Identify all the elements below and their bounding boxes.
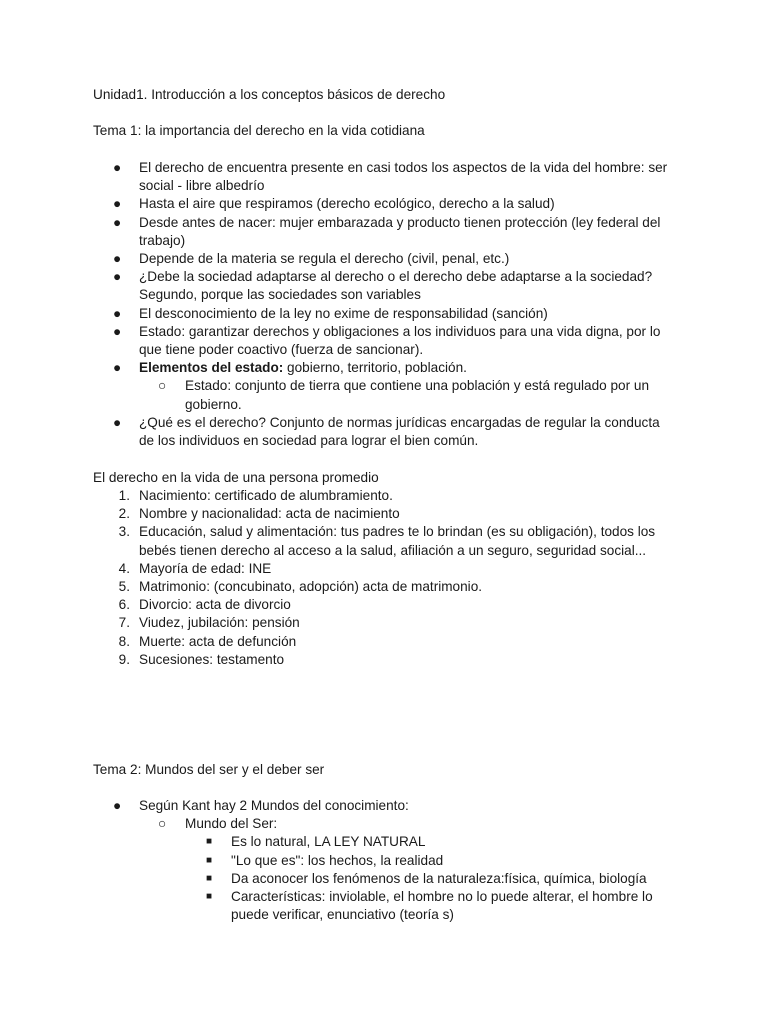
bullet-marker: ● xyxy=(113,160,122,175)
bullet-marker: ● xyxy=(113,269,122,285)
bullet-marker: ● xyxy=(113,323,122,339)
bullet-marker: ● xyxy=(113,414,122,430)
sub-sub-list-item: ■ Características: inviolable, el hombre no lo puede alterar, el hombre lo puede verificar, enunciativo (teoría s) xyxy=(206,889,653,923)
list-item: 4. Mayoría de edad: INE xyxy=(118,560,272,576)
list-item: ● Estado: garantizar derechos y obligaciones a los individuos para una vida digna, por lo que tiene poder coactivo (fuerza de sancionar). xyxy=(113,323,661,358)
list-item: ● Según Kant hay 2 Mundos del conocimiento: xyxy=(0,797,768,815)
list-item: ● El desconocimiento de la ley no exime de responsabilidad (sanción) xyxy=(0,305,768,323)
list-item: 9. Sucesiones: testamento xyxy=(118,651,285,667)
list-item: 6. Divorcio: acta de divorcio xyxy=(118,597,291,613)
square-marker: ■ xyxy=(206,836,213,848)
bullet-marker: ● xyxy=(113,305,122,321)
sub-sub-list-item: ■ Da aconocer los fenómenos de la naturaleza:física, química, biología xyxy=(0,870,768,888)
list-item: 5. Matrimonio: (concubinato, adopción) acta de matrimonio. xyxy=(118,579,483,595)
tema2-heading: Tema 2: Mundos del ser y el deber ser xyxy=(93,762,325,777)
list-item: ● Hasta el aire que respiramos (derecho ecológico, derecho a la salud) xyxy=(0,195,768,213)
circle-marker: ○ xyxy=(158,816,167,832)
bullet-marker: ● xyxy=(113,196,122,212)
bullet-marker: ● xyxy=(113,214,122,230)
list-item-elementos: ● Elementos del estado: gobierno, territorio, población. xyxy=(0,359,768,377)
sub-sub-list-item: ■ "Lo que es": los hechos, la realidad xyxy=(0,852,768,870)
persona-numbered-list xyxy=(0,487,768,669)
list-item: ● Desde antes de nacer: mujer embarazada y producto tienen protección (ley federal del trabajo) xyxy=(113,214,661,248)
list-item: ● Depende de la materia se regula el derecho (civil, penal, etc.) xyxy=(0,250,768,268)
circle-marker: ○ xyxy=(158,378,167,394)
list-item: 2. Nombre y nacionalidad: acta de nacimiento xyxy=(118,506,400,522)
list-item: ● ¿Qué es el derecho? Conjunto de normas jurídicas encargadas de regular la conducta de los individuos en sociedad para lograr el bien común. xyxy=(113,414,660,449)
bullet-marker: ● xyxy=(113,251,122,267)
square-marker: ■ xyxy=(206,872,213,884)
square-marker: ■ xyxy=(206,891,213,903)
sub-list-item: ○ Mundo del Ser: xyxy=(0,815,768,833)
tema1-bullet-list xyxy=(0,159,768,450)
list-item: 3. Educación, salud y alimentación: tus padres te lo brindan (es su obligación), todos los bebés tienen derecho al acceso a la salud, afiliación a un seguro, seguridad social... xyxy=(118,524,656,558)
bullet-marker: ● xyxy=(113,360,122,376)
square-marker: ■ xyxy=(206,854,213,866)
list-item: 7. Viudez, jubilación: pensión xyxy=(118,615,300,631)
tema1-heading: Tema 1: la importancia del derecho en la vida cotidiana xyxy=(93,123,425,138)
bullet-marker: ● xyxy=(113,798,122,813)
elementos-label: Elementos del estado: xyxy=(139,360,284,376)
unit-title: Unidad1. Introducción a los conceptos básicos de derecho xyxy=(93,87,446,102)
list-item: ● El derecho de encuentra presente en casi todos los aspectos de la vida del hombre: ser social - libre albedrío xyxy=(113,160,668,194)
list-item: ● ¿Debe la sociedad adaptarse al derecho o el derecho debe adaptarse a la sociedad? Segundo, porque las sociedades son variables xyxy=(113,269,653,303)
persona-heading: El derecho en la vida de una persona promedio xyxy=(93,470,379,485)
list-item: 1. Nacimiento: certificado de alumbramiento. xyxy=(118,488,393,503)
tema2-bullet-list xyxy=(0,797,768,924)
list-item: 8. Muerte: acta de defunción xyxy=(118,633,297,649)
sub-sub-list-item: ■ Es lo natural, LA LEY NATURAL xyxy=(0,833,768,851)
sub-list-item: ○ Estado: conjunto de tierra que contiene una población y está regulado por un gobierno. xyxy=(158,378,650,412)
